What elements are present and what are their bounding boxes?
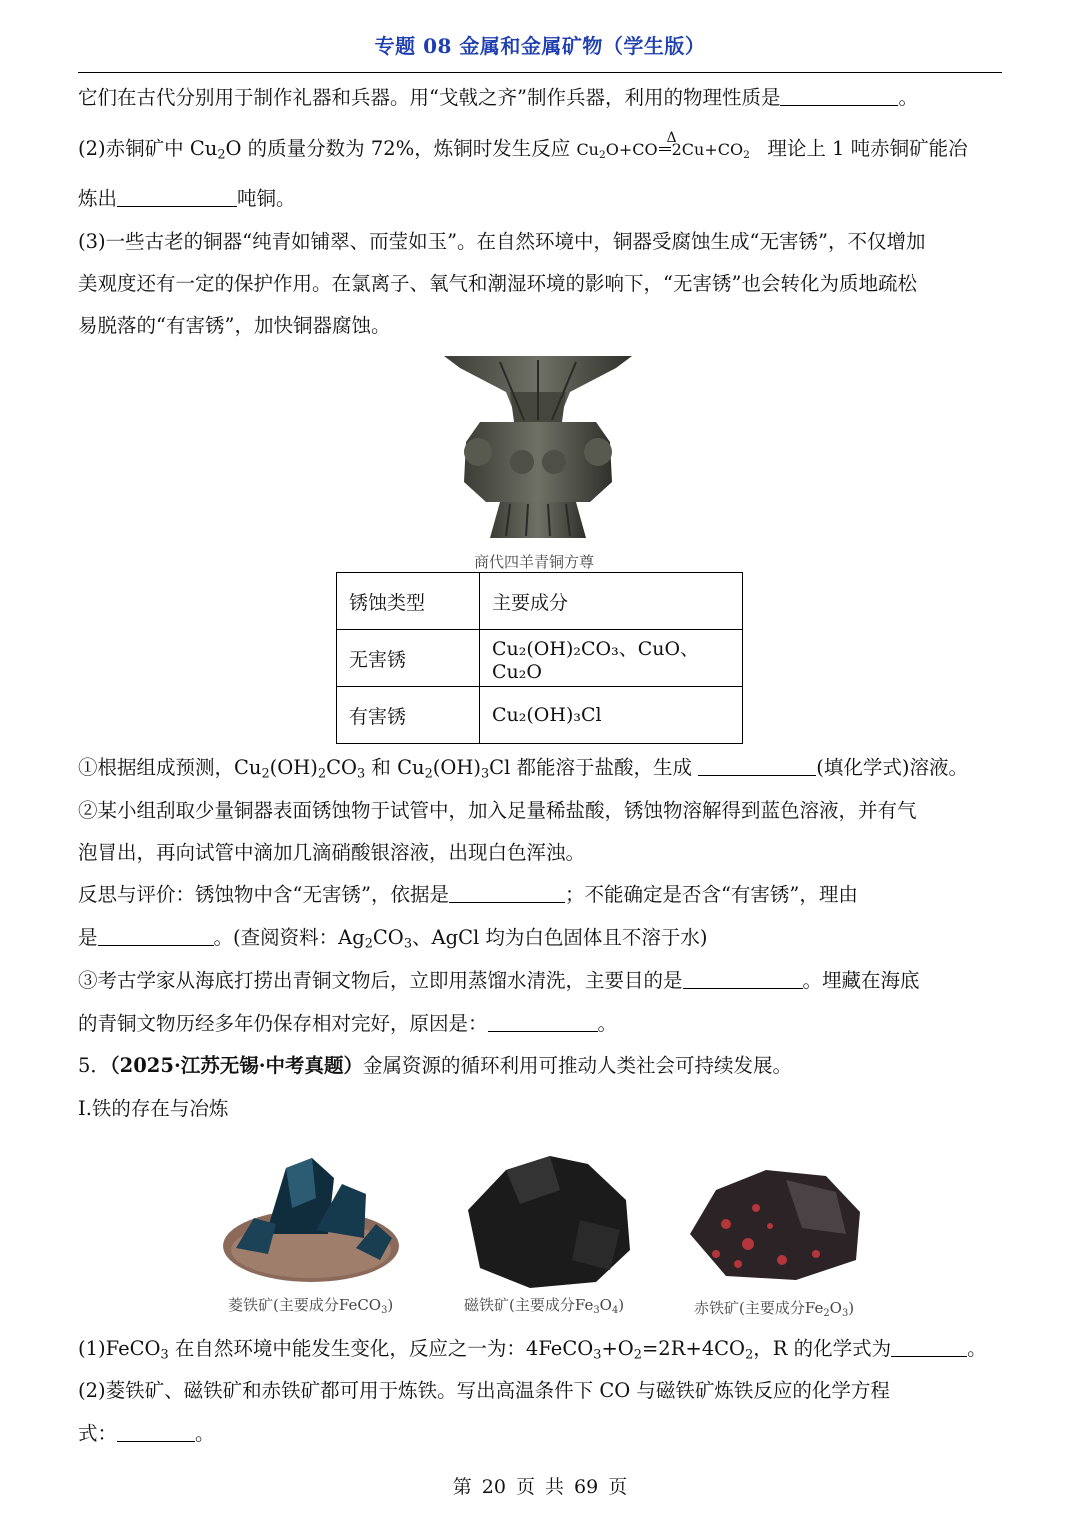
mineral-caption: 赤铁矿(主要成分$Fe_2O_3$) <box>694 1299 855 1319</box>
q5-stem: 5．（2025·江苏无锡·中考真题）金属资源的循环利用可推动人类社会可持续发展。 <box>78 1054 793 1077</box>
answer-blank[interactable] <box>488 1011 598 1032</box>
q4-item2-line2: 泡冒出，再向试管中滴加几滴硝酸银溶液，出现白色浑浊。 <box>78 841 586 864</box>
image-caption: 商代四羊青铜方尊 <box>474 553 595 571</box>
q4-item3-line2: 的青铜文物历经多年仍保存相对完好，原因是： 。 <box>78 1012 618 1035</box>
answer-blank[interactable] <box>683 968 803 989</box>
q4-part2: (2)赤铜矿中 $Cu_2O$ 的质量分数为 72%，炼铜时发生反应 Δ $Cu_2O+CO$ $2Cu+CO_2$ 理论上 1 吨赤铜矿能冶 <box>78 130 968 163</box>
q4-part3-line1: (3)一些古老的铜器“纯青如铺翠、而莹如玉”。在自然环境中，铜器受腐蚀生成“无害锈”，不仅增加 <box>78 230 926 253</box>
table-cell: 主要成分 <box>480 573 743 630</box>
q4-item2-line1: ②某小组刮取少量铜器表面锈蚀物于试管中，加入足量稀盐酸，锈蚀物溶解得到蓝色溶液，并有气 <box>78 799 917 822</box>
hematite-image <box>686 1164 864 1284</box>
page-footer: 第 20 页 共 69 页 <box>452 1476 628 1498</box>
reaction-equation: Δ $Cu_2O+CO$ $2Cu+CO_2$ <box>576 130 750 161</box>
table-row <box>337 687 743 744</box>
q5-part1: (1)FeCO$_3$ 在自然环境中能发生变化，反应之一为：$4FeCO_3+O_2=2R+4CO_2$，R 的化学式为 。 <box>78 1337 987 1363</box>
answer-blank[interactable] <box>449 882 565 903</box>
answer-blank[interactable] <box>698 755 816 776</box>
answer-blank[interactable] <box>98 925 214 946</box>
bronze-zun-image <box>440 352 636 542</box>
answer-blank[interactable] <box>891 1336 967 1357</box>
table-cell: Cu₂(OH)₂CO₃、CuO、Cu₂O <box>480 630 743 687</box>
q4-part2-line2: 炼出 吨铜。 <box>78 187 296 210</box>
mineral-caption: 磁铁矿(主要成分$Fe_3O_4$) <box>464 1296 625 1316</box>
table-cell: Cu₂(OH)₃Cl <box>480 687 743 744</box>
mineral-caption: 菱铁矿(主要成分FeCO$_3$) <box>228 1296 394 1316</box>
q5-section-title: I.铁的存在与冶炼 <box>78 1097 229 1120</box>
answer-blank[interactable] <box>780 85 898 106</box>
reflection-line1: 反思与评价：锈蚀物中含“无害锈”，依据是 ；不能确定是否含“有害锈”，理由 <box>78 883 858 906</box>
q4-line1: 它们在古代分别用于制作礼器和兵器。用“戈戟之齐”制作兵器，利用的物理性质是 。 <box>78 86 918 109</box>
answer-blank[interactable] <box>117 1421 195 1442</box>
q4-part3-line2: 美观度还有一定的保护作用。在氯离子、氧气和潮湿环境的影响下，“无害锈”也会转化为质地疏松 <box>78 272 917 295</box>
q4-part3-line3: 易脱落的“有害锈”，加快铜器腐蚀。 <box>78 314 391 337</box>
rust-table <box>336 572 743 744</box>
reflection-line2: 是 。(查阅资料：$Ag_2CO_3$、AgCl 均为白色固体且不溶于水) <box>78 926 708 952</box>
table-cell: 有害锈 <box>337 687 480 744</box>
table-row <box>337 573 743 630</box>
q4-item1: ①根据组成预测，$Cu_2(OH)_2CO_3$ 和 $Cu_2(OH)_3Cl$ 都能溶于盐酸，生成 (填化学式)溶液。 <box>78 756 968 782</box>
q5-part2-line1: (2)菱铁矿、磁铁矿和赤铁矿都可用于炼铁。写出高温条件下 CO 与磁铁矿炼铁反应的化学方程 <box>78 1379 890 1402</box>
answer-blank[interactable] <box>117 186 237 207</box>
magnetite-image <box>460 1150 636 1292</box>
header-rule <box>78 72 1002 73</box>
q4-item3-line1: ③考古学家从海底打捞出青铜文物后，立即用蒸馏水清洗，主要目的是 。埋藏在海底 <box>78 969 920 992</box>
page-title: 专题 08 金属和金属矿物（学生版） <box>374 34 706 58</box>
table-row <box>337 630 743 687</box>
siderite-image <box>216 1138 406 1288</box>
table-cell: 无害锈 <box>337 630 480 687</box>
q5-part2-line2: 式： 。 <box>78 1422 215 1445</box>
table-cell: 锈蚀类型 <box>337 573 480 630</box>
